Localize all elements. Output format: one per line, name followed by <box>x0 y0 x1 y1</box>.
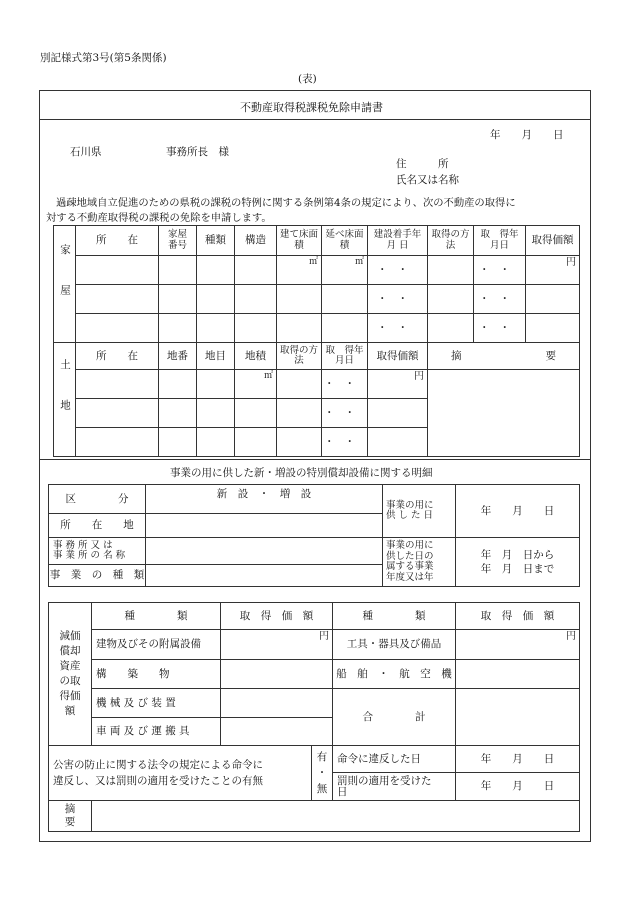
land-cell[interactable] <box>368 399 428 428</box>
house-cell[interactable] <box>428 285 474 314</box>
land-h-acq-date: 取 得年月日 <box>322 343 368 370</box>
house-acq-cell[interactable]: ・・ <box>474 314 526 343</box>
form-number: 別記様式第3号(第5条関係) <box>40 52 167 64</box>
addressee-office: 事務所長 様 <box>166 146 229 158</box>
remarks-field[interactable] <box>92 801 579 831</box>
facility-divider <box>40 459 590 460</box>
facility-fiscal-label: 事業の用に 供した日の 属する事業 年度又は年 <box>383 538 456 587</box>
house-cell[interactable] <box>76 256 159 285</box>
land-cell[interactable] <box>76 428 159 457</box>
house-cell[interactable] <box>277 285 322 314</box>
asset-item-vehicles: 車 両 及 び 運 搬 具 <box>92 718 221 746</box>
form-title: 不動産取得税課税免除申請書 <box>240 101 383 114</box>
land-acq-cell[interactable]: ・・ <box>322 428 368 457</box>
house-label: 家屋 <box>54 226 76 343</box>
land-area-cell[interactable]: ㎡ <box>235 370 277 399</box>
land-acq-cell[interactable]: ・・ <box>322 370 368 399</box>
land-h-lot: 地番 <box>159 343 197 370</box>
facility-heading: 事業の用に供した新・増設の特別償却設備に関する明細 <box>170 467 433 479</box>
violation-date-label: 命令に違反した日 <box>333 746 456 773</box>
house-cell[interactable] <box>197 256 235 285</box>
house-cell[interactable] <box>526 314 580 343</box>
facility-used-date-value[interactable]: 年 月 日 <box>456 485 580 538</box>
facility-business-value[interactable] <box>146 565 383 587</box>
facility-business-label: 事 業 の 種 類 <box>49 565 146 587</box>
land-cell[interactable] <box>197 370 235 399</box>
asset-price-cell[interactable]: 円 <box>221 630 333 660</box>
pollution-yes-no[interactable]: 有 ・ 無 <box>312 746 333 801</box>
land-cell[interactable] <box>235 428 277 457</box>
land-cell[interactable] <box>159 399 197 428</box>
house-row <box>54 256 580 285</box>
house-h-structure: 構造 <box>235 226 277 256</box>
remarks-label: 摘 要 <box>49 801 92 831</box>
land-cell[interactable] <box>197 399 235 428</box>
asset-item-buildings: 建物及びその附属設備 <box>92 630 221 660</box>
facility-class-value[interactable]: 新 設 ・ 増 設 <box>146 485 383 514</box>
house-h-kind: 種類 <box>197 226 235 256</box>
violation-date-value[interactable]: 年 月 日 <box>456 746 580 773</box>
land-cell[interactable] <box>159 428 197 457</box>
house-table <box>53 225 580 343</box>
side-label: (表) <box>298 73 317 85</box>
house-row <box>54 314 580 343</box>
asset-h-kind2: 種 類 <box>333 603 456 630</box>
name-label: 氏名又は名称 <box>396 174 459 186</box>
house-h-total-floor: 延べ床面 積 <box>322 226 368 256</box>
house-cell[interactable] <box>235 285 277 314</box>
land-table <box>53 342 580 457</box>
house-h-price: 取得価額 <box>526 226 580 256</box>
house-cell[interactable] <box>322 285 368 314</box>
land-h-method: 取得の方 法 <box>277 343 322 370</box>
land-remarks-cell[interactable] <box>428 370 580 457</box>
intro-text-2: 対する不動産取得税の課税の免除を申請します。 <box>46 212 272 224</box>
house-cell[interactable] <box>159 256 197 285</box>
land-cell[interactable] <box>277 370 322 399</box>
pollution-question: 公害の防止に関する法令の規定による命令に 違反し、又は罰則の適用を受けたことの有無 <box>49 746 312 801</box>
house-cell[interactable] <box>277 314 322 343</box>
facility-fiscal-value[interactable] <box>456 538 580 587</box>
land-h-category: 地目 <box>197 343 235 370</box>
land-h-location: 所 在 <box>76 343 159 370</box>
facility-class-label: 区 分 <box>49 485 146 514</box>
facility-office-label: 事 務 所 又 は 事 業 所 の 名 称 <box>49 538 146 565</box>
land-row <box>54 370 580 399</box>
land-price-cell[interactable]: 円 <box>368 370 428 399</box>
asset-item-tools: 工具・器具及び備品 <box>333 630 456 660</box>
address-label: 住 所 <box>396 158 449 170</box>
house-cell[interactable] <box>235 256 277 285</box>
house-cell[interactable] <box>197 285 235 314</box>
asset-price-cell[interactable] <box>221 660 333 689</box>
house-h-floor: 建て床面 積 <box>277 226 322 256</box>
application-date[interactable]: 年 月 日 <box>490 129 564 141</box>
penalty-date-label: 罰則の適用を受けた 日 <box>333 773 456 801</box>
land-cell[interactable] <box>368 428 428 457</box>
asset-label: 減価 償却 資産 の取 得価 額 <box>49 603 92 746</box>
penalty-date-value[interactable]: 年 月 日 <box>456 773 580 801</box>
house-cell[interactable] <box>428 256 474 285</box>
facility-table <box>48 484 580 587</box>
addressee-prefecture: 石川県 <box>70 146 102 158</box>
house-h-acq-date: 取 得年月日 <box>474 226 526 256</box>
facility-office-value[interactable] <box>146 538 383 565</box>
asset-item-machinery: 機 械 及 び 装 置 <box>92 689 221 718</box>
house-h-construct: 建設着手年 月 日 <box>368 226 428 256</box>
asset-item-ships: 船 舶 ・ 航 空 機 <box>333 660 456 689</box>
land-cell[interactable] <box>235 399 277 428</box>
asset-price-cell[interactable] <box>221 689 333 718</box>
fiscal-from: 年 月 日から <box>480 549 555 561</box>
house-cell[interactable] <box>159 285 197 314</box>
house-h-location: 所 在 <box>76 226 159 256</box>
facility-used-date-label: 事業の用に 供 し た 日 <box>383 485 456 538</box>
land-acq-cell[interactable]: ・・ <box>322 399 368 428</box>
land-cell[interactable] <box>277 428 322 457</box>
fiscal-to: 年 月 日まで <box>480 563 555 575</box>
house-cell[interactable] <box>428 314 474 343</box>
land-h-area: 地積 <box>235 343 277 370</box>
land-h-remarks: 摘 要 <box>428 343 580 370</box>
house-acq-cell[interactable]: ・・ <box>474 256 526 285</box>
land-label: 土地 <box>54 343 76 457</box>
house-construct-cell[interactable]: ・・ <box>368 285 428 314</box>
asset-price-cell[interactable]: 円 <box>456 630 580 660</box>
land-cell[interactable] <box>277 399 322 428</box>
facility-location-value[interactable] <box>146 514 383 538</box>
intro-text-1: 過疎地域自立促進のための県税の課税の特例に関する条例第4条の規定により、次の不動産の取得に <box>56 197 516 209</box>
house-total-floor-cell[interactable]: ㎡ <box>322 256 368 285</box>
asset-h-price2: 取 得 価 額 <box>456 603 580 630</box>
house-cell[interactable] <box>526 285 580 314</box>
house-construct-cell[interactable]: ・・ <box>368 256 428 285</box>
asset-h-price: 取 得 価 額 <box>221 603 333 630</box>
house-cell[interactable] <box>76 285 159 314</box>
house-row <box>54 285 580 314</box>
house-h-method: 取得の方 法 <box>428 226 474 256</box>
asset-total-value[interactable] <box>456 689 580 746</box>
remarks-row <box>49 801 580 832</box>
land-h-price: 取得価額 <box>368 343 428 370</box>
house-construct-cell[interactable]: ・・ <box>368 314 428 343</box>
asset-total-label: 合 計 <box>333 689 456 746</box>
facility-location-label: 所 在 地 <box>49 514 146 538</box>
pollution-table <box>48 745 580 832</box>
house-cell[interactable] <box>76 314 159 343</box>
land-cell[interactable] <box>159 370 197 399</box>
land-cell[interactable] <box>197 428 235 457</box>
asset-price-cell[interactable] <box>456 660 580 689</box>
land-cell[interactable] <box>76 370 159 399</box>
house-cell[interactable] <box>159 314 197 343</box>
house-price-cell[interactable]: 円 <box>526 256 580 285</box>
title-divider <box>40 119 590 120</box>
asset-h-kind: 種 類 <box>92 603 221 630</box>
house-cell[interactable] <box>235 314 277 343</box>
asset-table <box>48 602 580 746</box>
land-cell[interactable] <box>76 399 159 428</box>
house-cell[interactable] <box>322 314 368 343</box>
asset-price-cell[interactable] <box>221 718 333 746</box>
house-floor-cell[interactable]: ㎡ <box>277 256 322 285</box>
house-cell[interactable] <box>197 314 235 343</box>
asset-item-structures: 構 築 物 <box>92 660 221 689</box>
house-acq-cell[interactable]: ・・ <box>474 285 526 314</box>
house-h-number: 家屋番号 <box>159 226 197 256</box>
